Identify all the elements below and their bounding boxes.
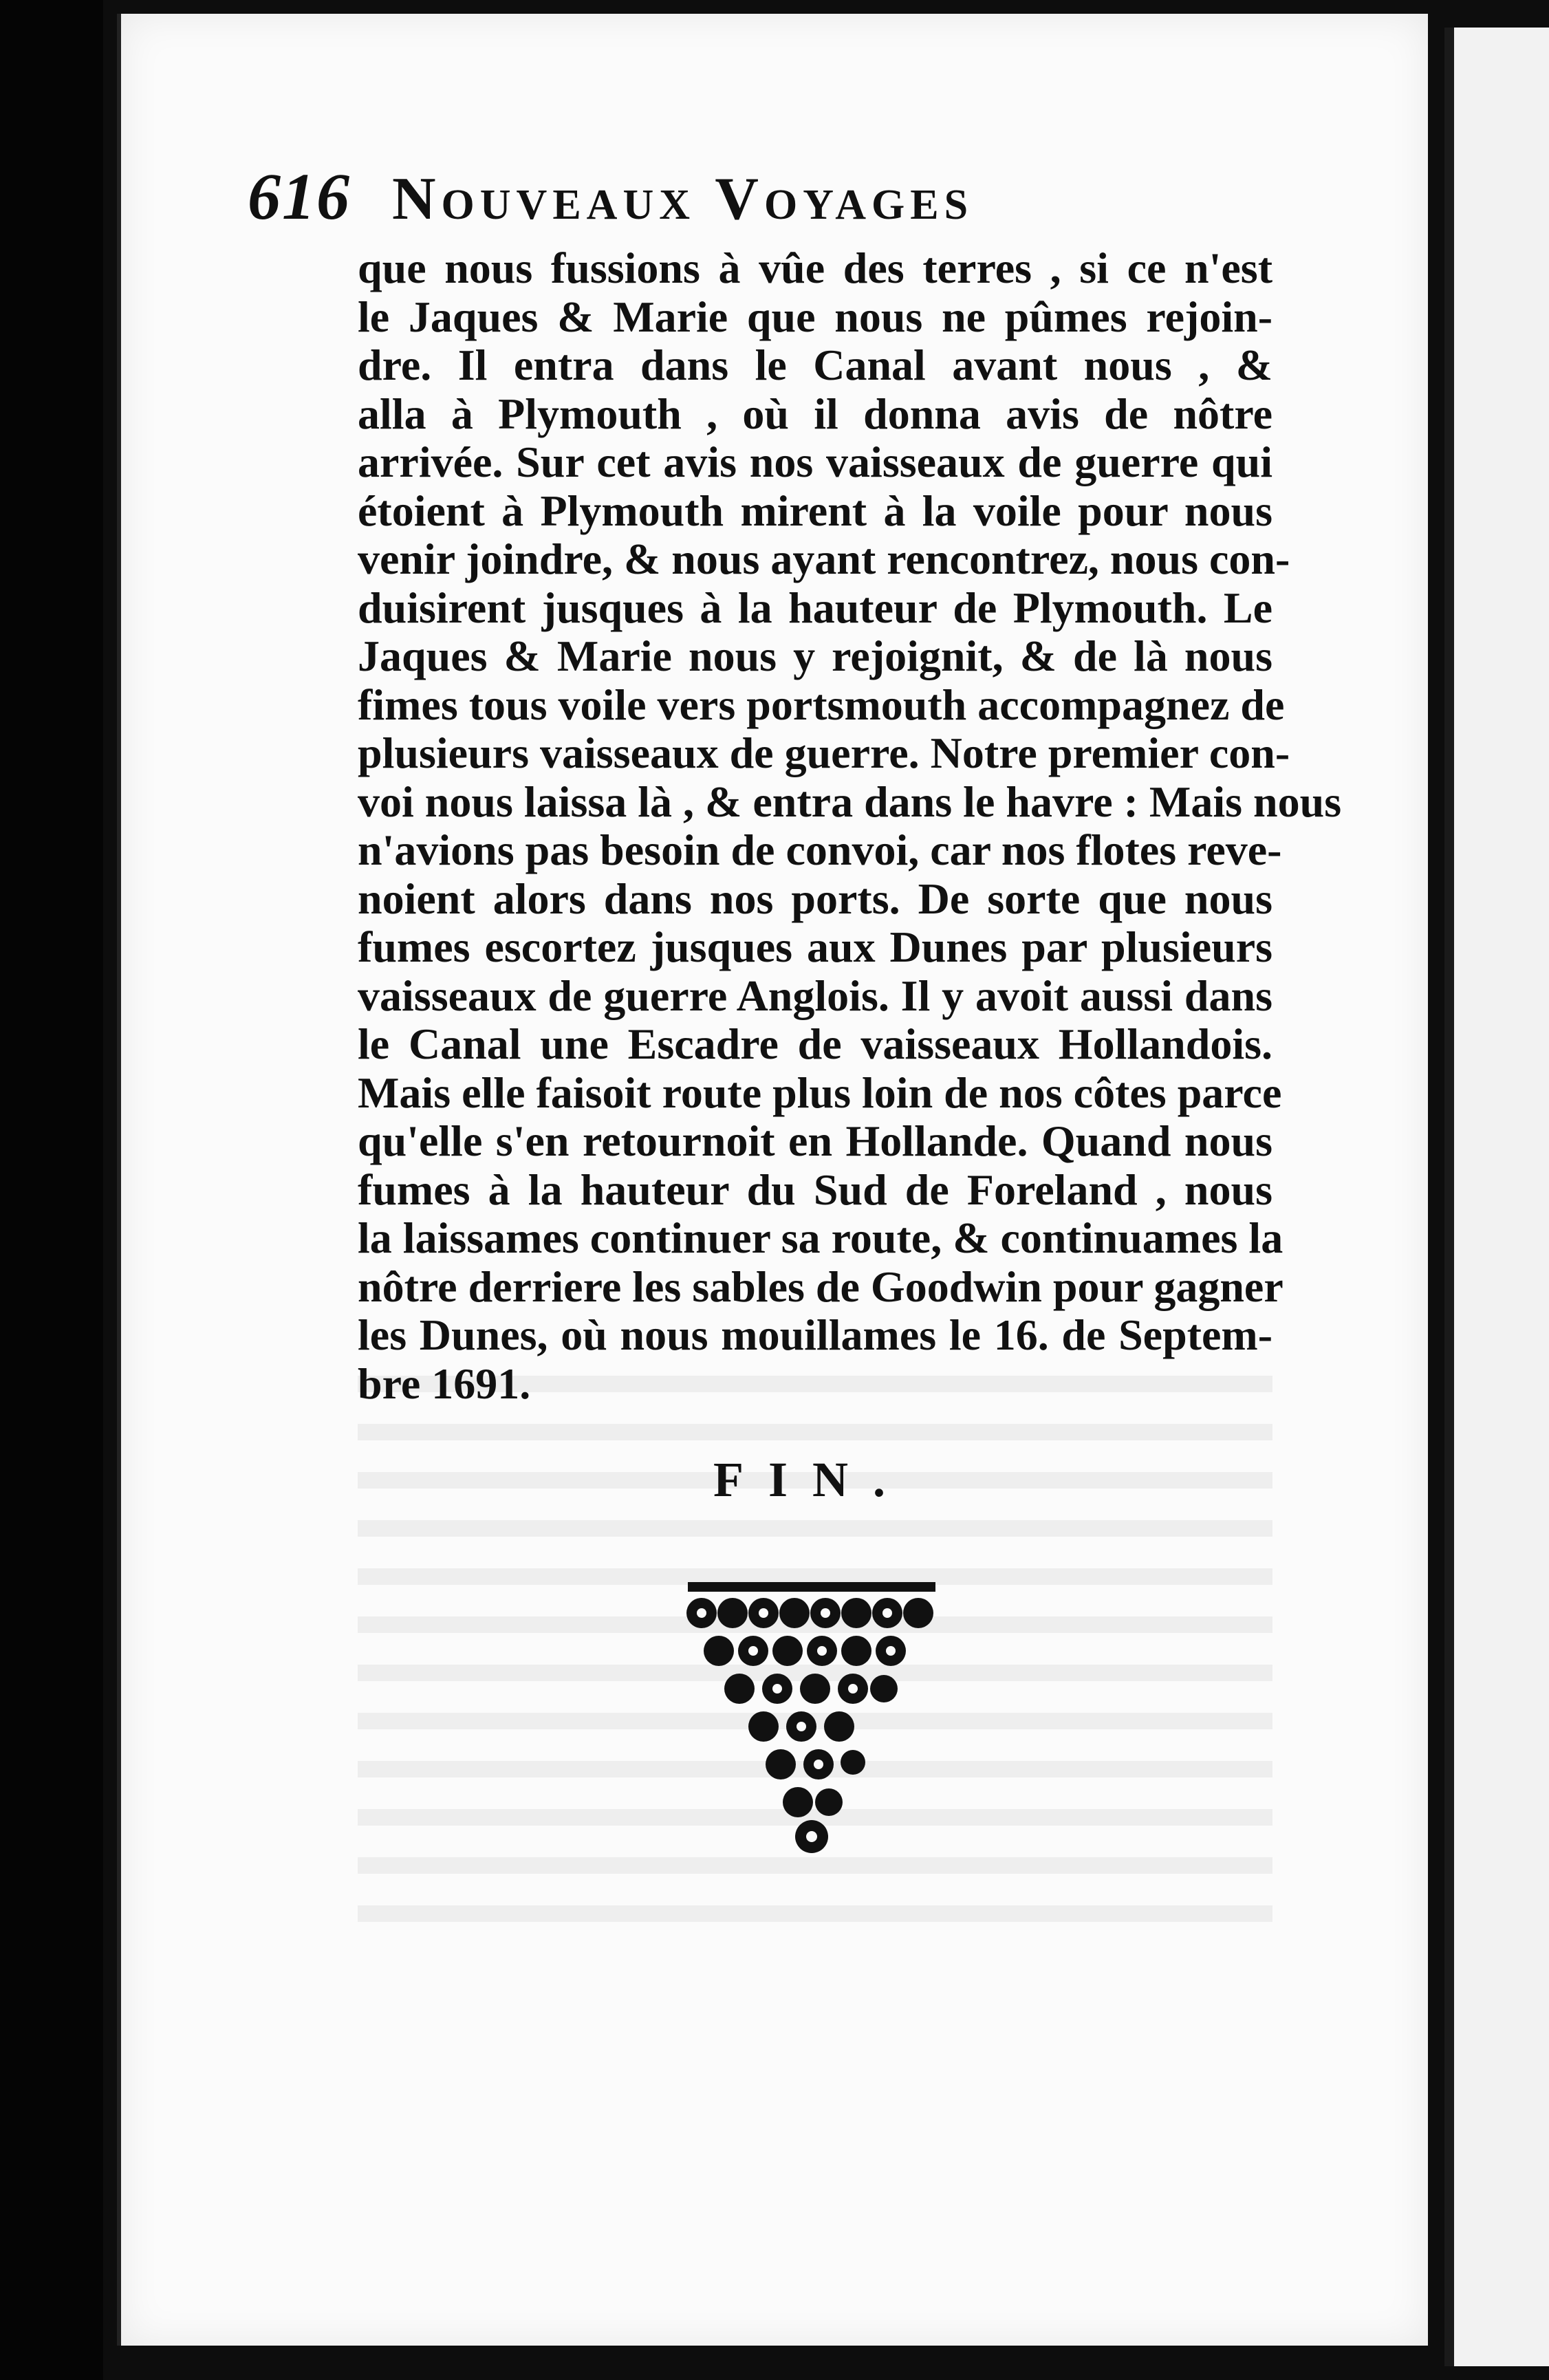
text-line: fumes à la hauteur du Sud de Foreland , nous [358,1165,1272,1214]
page-header [248,158,1162,248]
text-line: fimes tous voile vers portsmouth accompagnez de [358,680,1285,729]
body-text [358,244,1342,1408]
text-line: le Canal une Escadre de vaisseaux Hollandois. [358,1019,1272,1068]
text-line: duisirent jusques à la hauteur de Plymouth. Le [358,583,1272,632]
text-line: n'avions pas besoin de convoi, car nos flotes reve- [358,825,1282,874]
text-line: voi nous laissa là , & entra dans le havre : Mais nous [358,777,1342,826]
text-line: les Dunes, où nous mouillames le 16. de Septem- [358,1310,1272,1359]
closing-fin: FIN. [713,1452,910,1507]
text-line: qu'elle s'en retournoit en Hollande. Quand nous [358,1116,1272,1165]
text-line: étoient à Plymouth mirent à la voile pour nous [358,486,1272,535]
page-number: 616 [248,160,351,233]
text-line: plusieurs vaisseaux de guerre. Notre premier con- [358,728,1290,777]
text-line: noient alors dans nos ports. De sorte que nous [358,874,1272,923]
text-line: le Jaques & Marie que nous ne pûmes rejoin- [358,292,1272,341]
text-line: alla à Plymouth , où il donna avis de nôtre [358,389,1272,438]
text-line: Jaques & Marie nous y rejoignit, & de là nous [358,631,1272,680]
text-line: que nous fussions à vûe des terres , si ce n'est [358,244,1272,292]
adjacent-page-edge [1444,28,1549,2366]
text-line: arrivée. Sur cet avis nos vaisseaux de guerre qui [358,437,1272,486]
text-line: vaisseaux de guerre Anglois. Il y avoit aussi dans [358,971,1272,1020]
text-line: fumes escortez jusques aux Dunes par plusieurs [358,922,1272,971]
vine-leaf-ornament-icon [681,1582,942,1857]
text-line: dre. Il entra dans le Canal avant nous , & [358,340,1272,389]
text-line: la laissames continuer sa route, & continuames la [358,1213,1283,1262]
text-line: Mais elle faisoit route plus loin de nos côtes parce [358,1068,1282,1117]
text-line: venir joindre, & nous ayant rencontrez, nous con- [358,534,1290,583]
scan-dark-margin [0,0,103,2380]
text-line: nôtre derriere les sables de Goodwin pour gagner [358,1262,1283,1311]
text-line: bre 1691. [358,1359,531,1408]
running-title: Nouveaux Voyages [392,166,974,232]
